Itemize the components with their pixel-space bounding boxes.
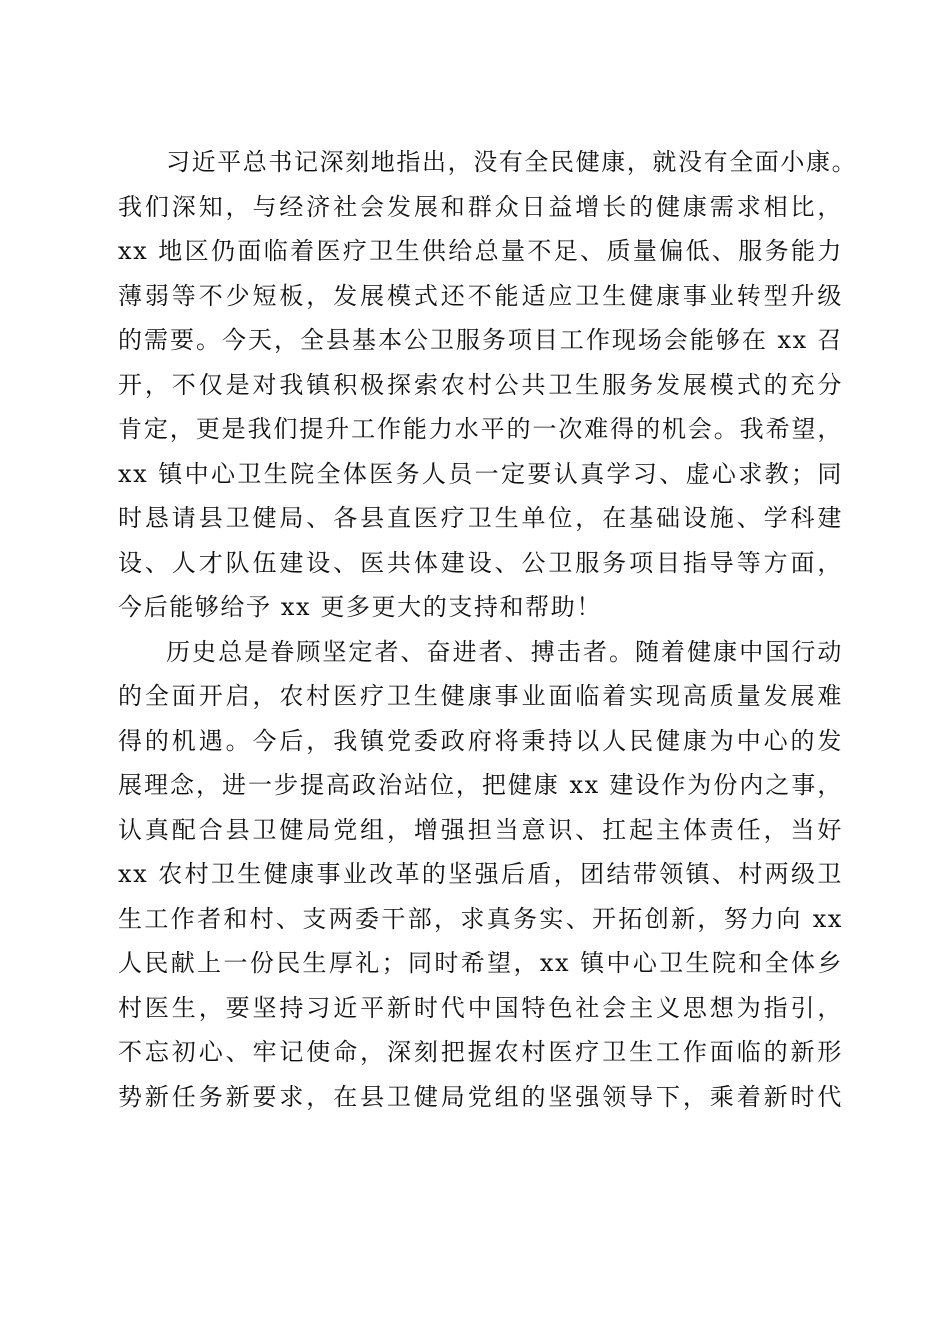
paragraph-2 [118,630,843,1120]
text-line: 时恳请县卫健局、各县直医疗卫生单位，在基础设施、学科建 [118,504,843,532]
text-line: 得的机遇。今后，我镇党委政府将秉持以人民健康为中心的发 [118,726,843,755]
paragraph-1 [118,140,858,630]
text-line: 我们深知，与经济社会发展和群众日益增长的健康需求相比， [118,192,843,221]
text-line: 认真配合县卫健局党组，增强担当意识、扛起主体责任，当好 [118,815,843,844]
text-line: xx 地区仍面临着医疗卫生供给总量不足、质量偏低、服务能力 [118,237,843,265]
text-line: 肯定，更是我们提升工作能力水平的一次难得的机会。我希望， [118,415,843,443]
text-line: xx 镇中心卫生院全体医务人员一定要认真学习、虚心求教；同 [118,459,843,488]
text-line: 历史总是眷顾坚定者、奋进者、搏击者。随着健康中国行动 [166,637,843,666]
text-line: 今后能够给予 xx 更多更大的支持和帮助！ [118,593,602,621]
text-line: 开，不仅是对我镇积极探索农村公共卫生服务发展模式的充分 [118,370,843,399]
text-line: 的需要。今天，全县基本公卫服务项目工作现场会能够在 xx 召 [118,326,843,354]
body-text [118,140,858,1119]
text-line: 生工作者和村、支两委干部，求真务实、开拓创新，努力向 xx [118,904,843,933]
text-line: 村医生，要坚持习近平新时代中国特色社会主义思想为指引， [118,993,843,1022]
text-line: 设、人才队伍建设、医共体建设、公卫服务项目指导等方面， [118,548,843,577]
text-line: 展理念，进一步提高政治站位，把健康 xx 建设作为份内之事， [118,771,843,799]
text-line: 人民献上一份民生厚礼；同时希望，xx 镇中心卫生院和全体乡 [118,949,843,977]
text-line: 的全面开启，农村医疗卫生健康事业面临着实现高质量发展难 [118,682,843,710]
text-line: xx 农村卫生健康事业改革的坚强后盾，团结带领镇、村两级卫 [118,860,843,888]
text-line: 势新任务新要求，在县卫健局党组的坚强领导下，乘着新时代 [118,1082,843,1111]
text-line: 不忘初心、牢记使命，深刻把握农村医疗卫生工作面临的新形 [118,1038,843,1066]
text-line: 习近平总书记深刻地指出，没有全民健康，就没有全面小康。 [166,148,858,176]
text-line: 薄弱等不少短板，发展模式还不能适应卫生健康事业转型升级 [118,281,843,310]
